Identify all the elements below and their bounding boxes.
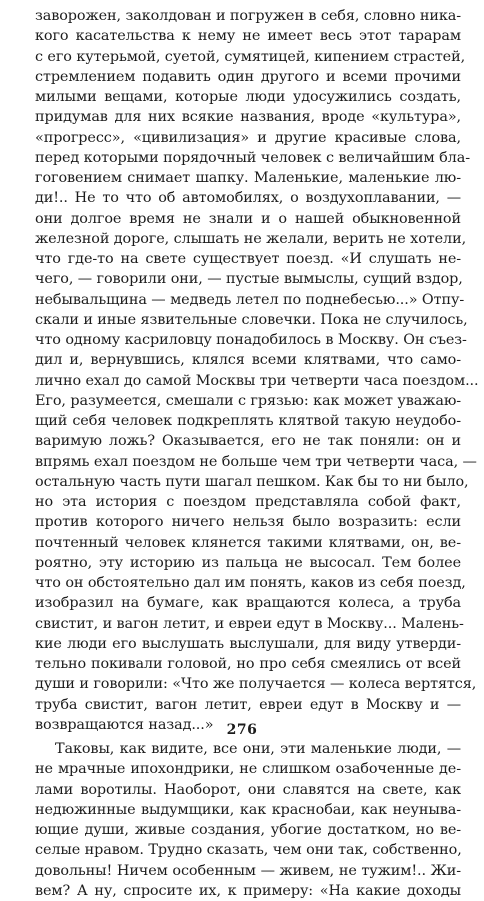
text-line: остальную часть пути шагал пешком. Как бы то ни было,: [35, 473, 469, 490]
text-line: щий себя человек подкреплять клятвой такую неудобо-: [35, 413, 461, 429]
text-line: перед которыми порядочный человек с величайшим бла-: [35, 149, 470, 166]
text-line: Таковы, как видите, все они, эти маленькие люди, —: [55, 741, 461, 757]
text-line: довольны! Ничем особенным — живем, не тужим!.. Жи-: [35, 862, 461, 879]
text-line: они долгое время не знали и о нашей обыкновенной: [35, 210, 461, 227]
text-line: впрямь ехал поездом не больше чем три четверти часа, —: [35, 453, 477, 470]
paragraph-1: [35, 6, 479, 735]
text-line: труба свистит, вагон летит, евреи едут в Москву и —: [35, 696, 461, 713]
page-body: [35, 6, 479, 901]
text-line: лами воротилы. Наоборот, они славятся на свете, как: [35, 781, 461, 798]
text-line: вем? А ну, спросите их, к примеру: «На какие доходы: [35, 882, 461, 899]
text-line: с его кутерьмой, суетой, сумятицей, кипением страстей,: [35, 48, 466, 65]
text-line: гоговением снимает шапку. Маленькие, маленькие лю-: [35, 170, 461, 186]
text-line: тельно покивали головой, но про себя смеялись от всей: [35, 656, 461, 672]
text-line: чего, — говорили они, — пустые вымыслы, сущий вздор,: [35, 271, 463, 288]
text-line: Его, разумеется, смешали с грязью: как может уважаю-: [35, 392, 462, 409]
text-line: варимую ложь? Оказывается, его не так поняли: он и: [35, 433, 461, 450]
text-line: почтенный человек клянется такими клятвами, он, ве-: [35, 534, 461, 551]
text-line: недюжинные выдумщики, как краснобаи, как неуныва-: [35, 801, 461, 818]
text-line: что где-то на свете существует поезд. «И слушать не-: [35, 251, 461, 267]
text-line: лично ехал до самой Москвы три четверти часа поездом...: [35, 372, 479, 389]
text-line: против которого ничего нельзя было возразить: если: [35, 514, 461, 531]
text-line: души и говорили: «Что же получается — колеса вертятся,: [35, 676, 477, 693]
text-line: небывальщина — медведь летел по поднебесью...» Отпу-: [35, 291, 465, 308]
text-line: свистит, и вагон летит, и евреи едут в Москву... Малень-: [35, 615, 464, 632]
text-line: возвращаются назад...»: [35, 716, 214, 733]
text-line: стремлением подавить один другого и всеми прочими: [35, 68, 461, 85]
page-number: 276: [226, 722, 258, 738]
text-line: скали и иные язвительные словечки. Пока не случилось,: [35, 311, 468, 328]
text-line: придумав для них всякие названия, вроде «культура»,: [35, 109, 461, 126]
text-line: кие люди его выслушать выслушали, для виду утверди-: [35, 635, 461, 652]
text-line: не мрачные ипохондрики, не слишком озабоченные де-: [35, 761, 461, 778]
text-line: ди!.. Не то что об автомобилях, о воздухоплавании, —: [35, 190, 461, 207]
text-line: железной дороге, слышать не желали, верить не хотели,: [35, 230, 467, 247]
text-line: что одному касриловцу понадобилось в Москву. Он съез-: [35, 332, 467, 348]
text-line: кого касательства к нему не имеет весь этот тарарам: [35, 28, 461, 45]
text-line: изобразил на бумаге, как вращаются колеса, а труба: [35, 595, 461, 612]
text-line: но эта история с поездом представляла собой факт,: [35, 494, 461, 510]
text-line: селые нравом. Трудно сказать, чем они так, собственно,: [35, 842, 462, 859]
text-line: роятно, эту историю из пальца не высосал. Тем более: [35, 554, 461, 571]
text-line: что он обстоятельно дал им понять, каков из себя поезд,: [35, 575, 466, 591]
text-line: милыми вещами, которые люди удосужились создать,: [35, 89, 461, 105]
text-line: «прогресс», «цивилизация» и другие красивые слова,: [35, 129, 461, 146]
text-line: заворожен, заколдован и погружен в себя, словно ника-: [35, 8, 461, 24]
text-line: ющие души, живые создания, убогие достатком, но ве-: [35, 822, 461, 838]
text-line: дил и, вернувшись, клялся всеми клятвами, что само-: [35, 352, 461, 369]
paragraph-2: [35, 739, 461, 901]
